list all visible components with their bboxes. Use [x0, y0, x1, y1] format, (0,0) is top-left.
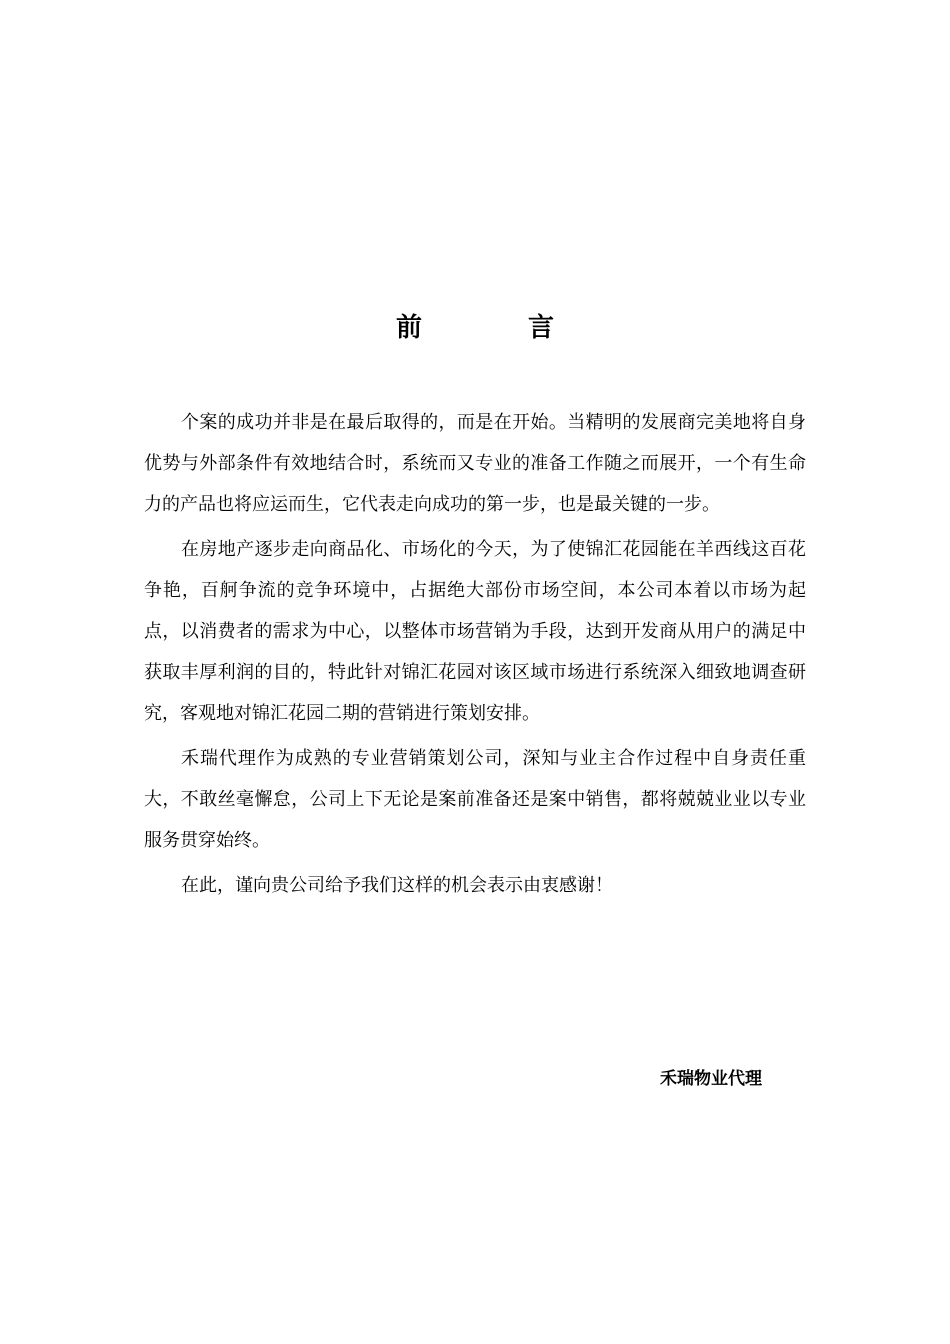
paragraph-3: 禾瑞代理作为成熟的专业营销策划公司，深知与业主合作过程中自身责任重大，不敢丝毫懈怠，公司上下无论是案前准备还是案中销售，都将兢兢业业以专业服务贯穿始终。: [144, 748, 806, 851]
paragraph-4: 在此，谨向贵公司给予我们这样的机会表示由衷感谢！: [181, 875, 613, 896]
preface-body: [144, 402, 806, 906]
paragraph-1: 个案的成功并非是在最后取得的，而是在开始。当精明的发展商完美地将自身优势与外部条件有效地结合时，系统而又专业的准备工作随之而展开，一个有生命力的产品也将应运而生，它代表走向成功的第一步，也是最关键的一步。: [144, 412, 806, 515]
paragraph-2: 在房地产逐步走向商品化、市场化的今天，为了使锦汇花园能在羊西线这百花争艳，百舸争流的竞争环境中，占据绝大部份市场空间，本公司本着以市场为起点，以消费者的需求为中心，以整体市场营销为手段，达到开发商从用户的满足中获取丰厚利润的目的，特此针对锦汇花园对该区域市场进行系统深入细致地调查研究，客观地对锦汇花园二期的营销进行策划安排。: [144, 539, 806, 724]
signature: 禾瑞物业代理: [660, 1069, 762, 1089]
page-title: 前 言: [395, 313, 594, 343]
